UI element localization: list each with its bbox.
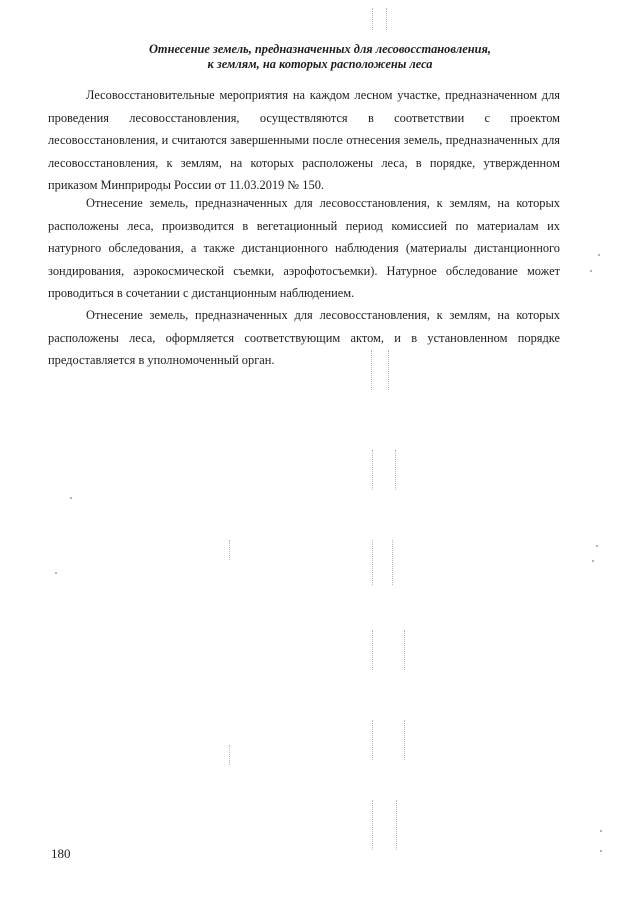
scan-speck (55, 572, 57, 574)
scan-artifact-line (229, 745, 230, 765)
scan-speck (596, 545, 598, 547)
scan-speck (70, 497, 72, 499)
scan-artifact-line (372, 8, 373, 30)
scan-artifact-line (404, 720, 405, 760)
scan-artifact-line (371, 350, 372, 390)
scan-artifact-line (404, 630, 405, 670)
scan-speck (600, 850, 602, 852)
scan-artifact-line (229, 540, 230, 560)
paragraph-3: Отнесение земель, предназначенных для лесовосстановления, к землям, на которых расположены леса, оформляется соответствующим актом, и в установленном порядке предоставляется в уполномоченный орган. (48, 308, 560, 368)
scan-speck (598, 254, 600, 256)
scan-artifact-line (372, 540, 373, 585)
scan-artifact-line (392, 540, 393, 585)
title-line-2: к землям, на которых расположены леса (207, 57, 433, 71)
scan-artifact-line (396, 800, 397, 850)
paragraph-2: Отнесение земель, предназначенных для лесовосстановления, к землям, на которых расположены леса, производится в вегетационный период комиссией по материалам их натурного обследования, а также дистанционного наблюдения (материалы дистанционного зондирования, аэрокосмической съемки, аэрофотосъемки). Натурное обследование может проводиться в сочетании с дистанционным наблюдением. (48, 196, 560, 301)
scan-speck (600, 830, 602, 832)
scan-artifact-line (372, 630, 373, 670)
title-line-1: Отнесение земель, предназначенных для лесовосстановления, (148, 42, 491, 56)
scan-artifact-line (388, 350, 389, 390)
scan-artifact-line (372, 720, 373, 760)
scan-artifact-line (372, 450, 373, 490)
page-number: 180 (51, 846, 71, 861)
document-title (100, 42, 540, 72)
scan-artifact-line (395, 450, 396, 490)
scan-speck (592, 560, 594, 562)
scan-artifact-line (372, 800, 373, 850)
paragraph-1: Лесовосстановительные мероприятия на каждом лесном участке, предназначенном для проведения лесовосстановления, осуществляются в соответствии с проектом лесовосстановления, и считаются завершенными после отнесения земель, предназначенных для лесовосстановления, к землям, на которых расположены леса, в порядке, утвержденном приказом Минприроды России от 11.03.2019 № 150. (48, 88, 560, 193)
scan-artifact-line (386, 8, 387, 30)
scan-speck (590, 270, 592, 272)
